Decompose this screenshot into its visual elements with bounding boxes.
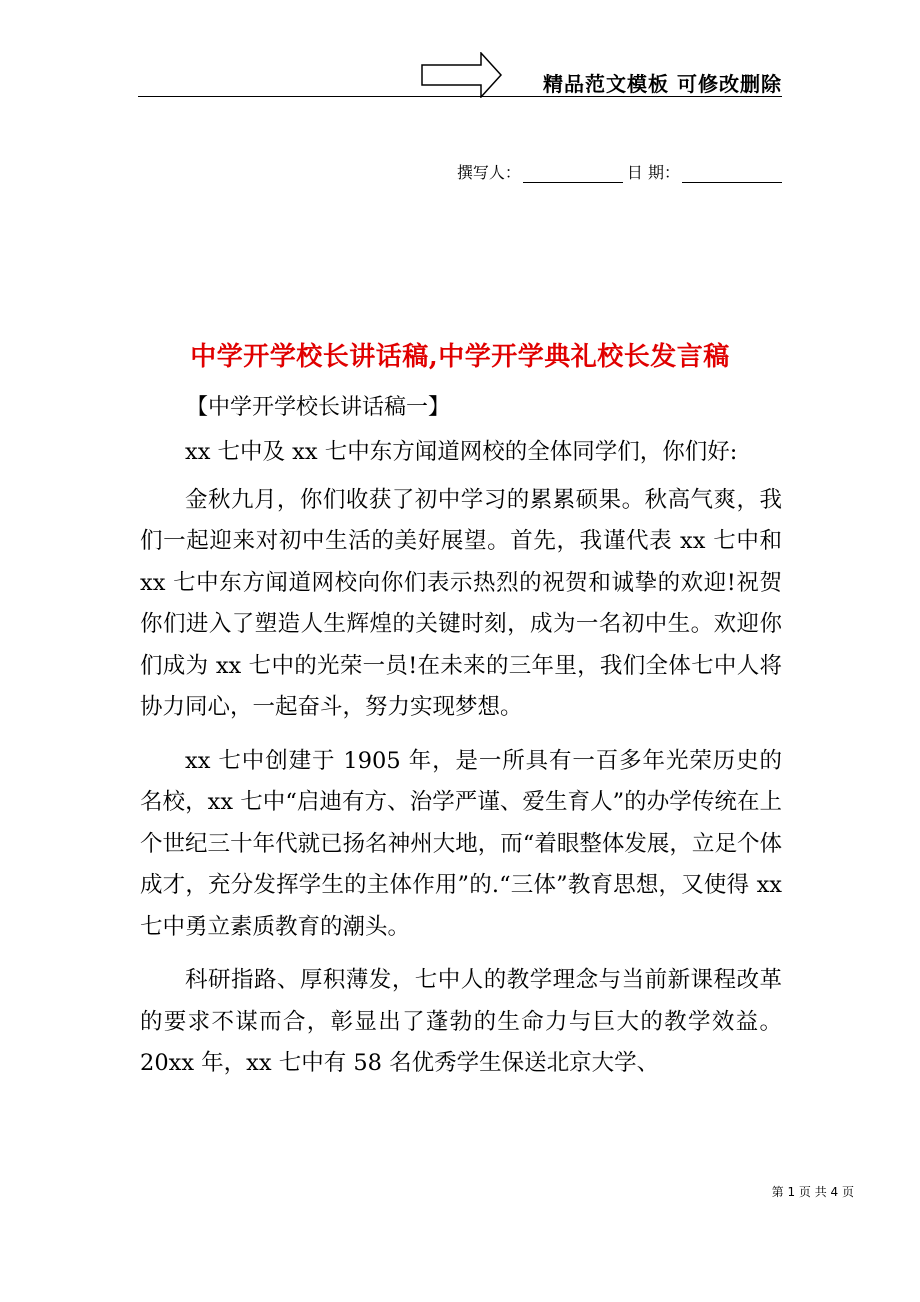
paragraph: 金秋九月，你们收获了初中学习的累累硕果。秋高气爽，我们一起迎来对初中生活的美好展望。首先，我谨代表 xx 七中和 xx 七中东方闻道网校向你们表示热烈的祝贺和诚挚的欢迎!祝贺你们进入了塑造人生辉煌的关键时刻，成为一名初中生。欢迎你们成为 xx 七中的光荣一员!在未来的三年里，我们全体七中人将协力同心，一起奋斗，努力实现梦想。 (140, 486, 782, 720)
header-text: 精品范文模板 可修改删除 (543, 72, 782, 96)
author-date-line (457, 160, 782, 183)
header-divider (138, 96, 782, 97)
date-label: 日 期： (626, 163, 680, 182)
paragraph: xx 七中及 xx 七中东方闻道网校的全体同学们，你们好: (185, 439, 738, 465)
paragraph: xx 七中创建于 1905 年，是一所具有一百多年光荣历史的名校，xx 七中“启迪有方、治学严谨、爱生育人”的办学传统在上个世纪三十年代就已扬名神州大地，而“着眼整体发展，立足个体成才，充分发挥学生的主体作用”的.“三体”教育思想，又使得 xx 七中勇立素质教育的潮头。 (140, 747, 782, 940)
author-blank (523, 164, 623, 183)
page-number: 第 1 页 共 4 页 (771, 1185, 854, 1199)
document-title: 中学开学校长讲话稿,中学开学典礼校长发言稿 (190, 342, 730, 372)
page-header (138, 50, 782, 98)
section-subtitle: 【中学开学校长讲话稿一】 (186, 395, 451, 420)
paragraph: 科研指路、厚积薄发，七中人的教学理念与当前新课程改革的要求不谋而合，彰显出了蓬勃的生命力与巨大的教学效益。20xx 年，xx 七中有 58 名优秀学生保送北京大学、 (140, 967, 782, 1076)
right-arrow-icon (421, 52, 503, 98)
document-body (140, 432, 782, 1097)
date-blank (682, 164, 782, 183)
author-label: 撰写人： (456, 163, 521, 182)
